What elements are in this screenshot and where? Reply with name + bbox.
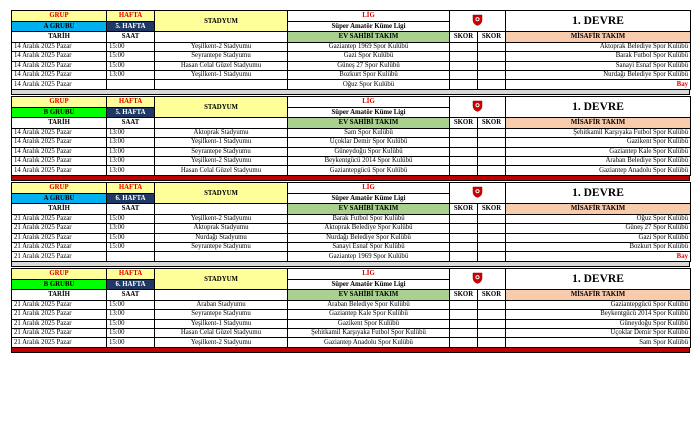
away-score bbox=[478, 300, 506, 309]
home-team: Gazi Spor Kulübü bbox=[288, 52, 450, 61]
away-score bbox=[478, 338, 506, 347]
match-stadium: Seyrantepe Stadyumu bbox=[155, 242, 288, 251]
home-team: Gaziantepgücü Spor Kulübü bbox=[288, 166, 450, 175]
match-date: 14 Aralık 2025 Pazar bbox=[12, 156, 107, 165]
away-score bbox=[478, 319, 506, 328]
skor-header-2: SKOR bbox=[478, 204, 506, 215]
match-row bbox=[12, 328, 691, 337]
match-stadium: Yeşilkent-2 Stadyumu bbox=[155, 42, 288, 51]
away-score bbox=[478, 52, 506, 61]
match-stadium: Hasan Celal Güzel Stadyumu bbox=[155, 166, 288, 175]
match-date: 14 Aralık 2025 Pazar bbox=[12, 42, 107, 51]
saat-header: SAAT bbox=[107, 290, 155, 301]
column-header-row bbox=[12, 290, 691, 301]
away-score bbox=[478, 70, 506, 79]
home-team: Sanayi Esnaf Spor Kulübü bbox=[288, 242, 450, 251]
stadyum-header: STADYUM bbox=[155, 97, 288, 118]
devre-title: 1. DEVRE bbox=[506, 269, 691, 290]
fixture-block bbox=[11, 182, 690, 267]
fixture-block bbox=[11, 268, 690, 353]
home-score bbox=[450, 42, 478, 51]
skor-header-1: SKOR bbox=[450, 32, 478, 43]
match-date: 21 Aralık 2025 Pazar bbox=[12, 319, 107, 328]
skor-header-2: SKOR bbox=[478, 118, 506, 129]
match-row bbox=[12, 319, 691, 328]
fixture-table bbox=[11, 10, 691, 90]
home-team: Beykentgücü 2014 Spor Kulübü bbox=[288, 156, 450, 165]
logo-cell bbox=[450, 269, 506, 290]
match-stadium: Yeşilkent-1 Stadyumu bbox=[155, 138, 288, 147]
ev-sahibi-header: EV SAHİBİ TAKIM bbox=[288, 204, 450, 215]
tarih-header: TARİH bbox=[12, 290, 107, 301]
away-team: Beykentgücü 2014 Spor Kulübü bbox=[506, 310, 691, 319]
league-name: Süper Amatör Küme Ligi bbox=[288, 21, 450, 32]
away-score bbox=[478, 214, 506, 223]
match-stadium: Yeşilkent-2 Stadyumu bbox=[155, 156, 288, 165]
misafir-header: MİSAFİR TAKIM bbox=[506, 290, 691, 301]
match-row bbox=[12, 128, 691, 137]
home-team: Araban Belediye Spor Kulübü bbox=[288, 300, 450, 309]
home-score bbox=[450, 300, 478, 309]
week-name: 5. HAFTA bbox=[107, 107, 155, 118]
home-team: Oğuz Spor Kulübü bbox=[288, 80, 450, 89]
home-team: Güneydoğu Spor Kulübü bbox=[288, 147, 450, 156]
away-score bbox=[478, 80, 506, 89]
match-row bbox=[12, 70, 691, 79]
match-stadium bbox=[155, 252, 288, 261]
match-time: 15:00 bbox=[107, 319, 155, 328]
away-team: Barak Futbol Spor Kulübü bbox=[506, 52, 691, 61]
match-row bbox=[12, 338, 691, 347]
match-stadium: Seyrantepe Stadyumu bbox=[155, 310, 288, 319]
stadium-blank-header bbox=[155, 204, 288, 215]
stadyum-header: STADYUM bbox=[155, 11, 288, 32]
home-team: Gaziantep Kale Spor Kulübü bbox=[288, 310, 450, 319]
week-name: 5. HAFTA bbox=[107, 21, 155, 32]
ev-sahibi-header: EV SAHİBİ TAKIM bbox=[288, 32, 450, 43]
home-team: Gaziantep 1969 Spor Kulübü bbox=[288, 42, 450, 51]
hafta-label: HAFTA bbox=[107, 183, 155, 194]
away-score bbox=[478, 138, 506, 147]
column-header-row bbox=[12, 118, 691, 129]
away-team: Güneş 27 Spor Kulübü bbox=[506, 224, 691, 233]
match-row bbox=[12, 214, 691, 223]
home-score bbox=[450, 233, 478, 242]
match-time: 13:00 bbox=[107, 156, 155, 165]
away-team: Oğuz Spor Kulübü bbox=[506, 214, 691, 223]
away-score bbox=[478, 233, 506, 242]
match-row bbox=[12, 252, 691, 261]
skor-header-1: SKOR bbox=[450, 290, 478, 301]
group-name: A GRUBU bbox=[12, 21, 107, 32]
separator-bar bbox=[11, 90, 690, 95]
home-score bbox=[450, 242, 478, 251]
stadyum-header: STADYUM bbox=[155, 269, 288, 290]
match-row bbox=[12, 300, 691, 309]
match-stadium: Yeşilkent-2 Stadyumu bbox=[155, 214, 288, 223]
ev-sahibi-header: EV SAHİBİ TAKIM bbox=[288, 290, 450, 301]
home-score bbox=[450, 338, 478, 347]
away-team: Şehitkamil Karşıyaka Futbol Spor Kulübü bbox=[506, 128, 691, 137]
match-time: 13:00 bbox=[107, 147, 155, 156]
match-date: 21 Aralık 2025 Pazar bbox=[12, 214, 107, 223]
match-stadium: Yeşilkent-1 Stadyumu bbox=[155, 319, 288, 328]
match-row bbox=[12, 310, 691, 319]
away-score bbox=[478, 166, 506, 175]
week-name: 6. HAFTA bbox=[107, 279, 155, 290]
grup-label: GRUP bbox=[12, 183, 107, 194]
grup-label: GRUP bbox=[12, 11, 107, 22]
lig-label: LİG bbox=[288, 269, 450, 280]
fixture-block bbox=[11, 96, 690, 181]
away-score bbox=[478, 61, 506, 70]
home-score bbox=[450, 52, 478, 61]
away-team: Sam Spor Kulübü bbox=[506, 338, 691, 347]
match-stadium: Aktoprak Stadyumu bbox=[155, 224, 288, 233]
header-row-1 bbox=[12, 269, 691, 280]
match-time: 15:00 bbox=[107, 233, 155, 242]
league-name: Süper Amatör Küme Ligi bbox=[288, 107, 450, 118]
match-time: 13:00 bbox=[107, 166, 155, 175]
hafta-label: HAFTA bbox=[107, 269, 155, 280]
grup-label: GRUP bbox=[12, 269, 107, 280]
tarih-header: TARİH bbox=[12, 32, 107, 43]
match-time bbox=[107, 80, 155, 89]
match-row bbox=[12, 52, 691, 61]
home-score bbox=[450, 70, 478, 79]
home-score bbox=[450, 147, 478, 156]
away-team: Gazikent Spor Kulübü bbox=[506, 138, 691, 147]
home-score bbox=[450, 156, 478, 165]
match-row bbox=[12, 156, 691, 165]
match-time: 13:00 bbox=[107, 224, 155, 233]
saat-header: SAAT bbox=[107, 204, 155, 215]
match-date: 14 Aralık 2025 Pazar bbox=[12, 128, 107, 137]
tarih-header: TARİH bbox=[12, 204, 107, 215]
match-date: 14 Aralık 2025 Pazar bbox=[12, 61, 107, 70]
match-row bbox=[12, 61, 691, 70]
match-stadium: Araban Stadyumu bbox=[155, 300, 288, 309]
home-score bbox=[450, 166, 478, 175]
match-date: 14 Aralık 2025 Pazar bbox=[12, 52, 107, 61]
devre-title: 1. DEVRE bbox=[506, 183, 691, 204]
match-time: 15:00 bbox=[107, 242, 155, 251]
match-row bbox=[12, 242, 691, 251]
match-date: 21 Aralık 2025 Pazar bbox=[12, 242, 107, 251]
match-date: 14 Aralık 2025 Pazar bbox=[12, 70, 107, 79]
away-team: Araban Belediye Spor Kulübü bbox=[506, 156, 691, 165]
match-stadium: Nurdağı Stadyumu bbox=[155, 233, 288, 242]
match-row bbox=[12, 224, 691, 233]
match-time: 15:00 bbox=[107, 300, 155, 309]
separator-bar bbox=[11, 262, 690, 267]
logo-cell bbox=[450, 11, 506, 32]
tarih-header: TARİH bbox=[12, 118, 107, 129]
misafir-header: MİSAFİR TAKIM bbox=[506, 204, 691, 215]
home-team: Gaziantep 1969 Spor Kulübü bbox=[288, 252, 450, 261]
match-time: 13:00 bbox=[107, 128, 155, 137]
match-row bbox=[12, 138, 691, 147]
away-score bbox=[478, 156, 506, 165]
hafta-label: HAFTA bbox=[107, 11, 155, 22]
skor-header-2: SKOR bbox=[478, 290, 506, 301]
away-team: Nurdağı Belediye Spor Kulübü bbox=[506, 70, 691, 79]
logo-cell bbox=[450, 183, 506, 204]
match-time: 15:00 bbox=[107, 338, 155, 347]
match-date: 21 Aralık 2025 Pazar bbox=[12, 310, 107, 319]
match-time: 15:00 bbox=[107, 328, 155, 337]
hafta-label: HAFTA bbox=[107, 97, 155, 108]
match-date: 21 Aralık 2025 Pazar bbox=[12, 328, 107, 337]
match-stadium: Hasan Celal Güzel Stadyumu bbox=[155, 61, 288, 70]
week-name: 6. HAFTA bbox=[107, 193, 155, 204]
misafir-header: MİSAFİR TAKIM bbox=[506, 118, 691, 129]
home-team: Güneş 27 Spor Kulübü bbox=[288, 61, 450, 70]
match-date: 21 Aralık 2025 Pazar bbox=[12, 233, 107, 242]
away-team: Güneydoğu Spor Kulübü bbox=[506, 319, 691, 328]
match-time: 15:00 bbox=[107, 52, 155, 61]
league-name: Süper Amatör Küme Ligi bbox=[288, 193, 450, 204]
away-score bbox=[478, 328, 506, 337]
lig-label: LİG bbox=[288, 97, 450, 108]
saat-header: SAAT bbox=[107, 118, 155, 129]
match-stadium: Seyrantepe Stadyumu bbox=[155, 147, 288, 156]
match-time: 13:00 bbox=[107, 310, 155, 319]
home-score bbox=[450, 61, 478, 70]
home-score bbox=[450, 138, 478, 147]
match-stadium: Yeşilkent-1 Stadyumu bbox=[155, 70, 288, 79]
federation-logo-icon bbox=[472, 186, 483, 198]
misafir-header: MİSAFİR TAKIM bbox=[506, 32, 691, 43]
home-score bbox=[450, 80, 478, 89]
skor-header-1: SKOR bbox=[450, 118, 478, 129]
home-team: Sam Spor Kulübü bbox=[288, 128, 450, 137]
match-time: 15:00 bbox=[107, 214, 155, 223]
ev-sahibi-header: EV SAHİBİ TAKIM bbox=[288, 118, 450, 129]
match-time bbox=[107, 252, 155, 261]
separator-bar bbox=[11, 348, 690, 353]
header-row-1 bbox=[12, 97, 691, 108]
home-score bbox=[450, 328, 478, 337]
column-header-row bbox=[12, 32, 691, 43]
match-stadium: Hasan Celal Güzel Stadyumu bbox=[155, 328, 288, 337]
home-team: Barak Futbol Spor Kulübü bbox=[288, 214, 450, 223]
match-time: 13:00 bbox=[107, 138, 155, 147]
match-date: 21 Aralık 2025 Pazar bbox=[12, 300, 107, 309]
away-team: Gaziantepgücü Spor Kulübü bbox=[506, 300, 691, 309]
match-time: 13:00 bbox=[107, 70, 155, 79]
away-team: Sanayi Esnaf Spor Kulübü bbox=[506, 61, 691, 70]
federation-logo-icon bbox=[472, 272, 483, 284]
home-score bbox=[450, 214, 478, 223]
lig-label: LİG bbox=[288, 11, 450, 22]
saat-header: SAAT bbox=[107, 32, 155, 43]
match-date: 14 Aralık 2025 Pazar bbox=[12, 138, 107, 147]
match-stadium: Aktoprak Stadyumu bbox=[155, 128, 288, 137]
match-row bbox=[12, 166, 691, 175]
away-score bbox=[478, 147, 506, 156]
home-score bbox=[450, 128, 478, 137]
match-date: 14 Aralık 2025 Pazar bbox=[12, 166, 107, 175]
match-date: 21 Aralık 2025 Pazar bbox=[12, 224, 107, 233]
grup-label: GRUP bbox=[12, 97, 107, 108]
away-team: Bozkurt Spor Kulübü bbox=[506, 242, 691, 251]
away-score bbox=[478, 128, 506, 137]
devre-title: 1. DEVRE bbox=[506, 97, 691, 118]
fixture-table bbox=[11, 96, 691, 176]
match-stadium: Yeşilkent-2 Stadyumu bbox=[155, 338, 288, 347]
home-team: Üçoklar Demir Spor Kulübü bbox=[288, 138, 450, 147]
away-score bbox=[478, 42, 506, 51]
match-time: 15:00 bbox=[107, 42, 155, 51]
stadium-blank-header bbox=[155, 290, 288, 301]
away-score bbox=[478, 252, 506, 261]
away-team: Bay bbox=[506, 252, 691, 261]
fixture-block bbox=[11, 10, 690, 95]
home-score bbox=[450, 252, 478, 261]
away-score bbox=[478, 242, 506, 251]
fixture-table bbox=[11, 182, 691, 262]
league-name: Süper Amatör Küme Ligi bbox=[288, 279, 450, 290]
match-stadium bbox=[155, 80, 288, 89]
separator-bar bbox=[11, 176, 690, 181]
away-team: Aktoprak Belediye Spor Kulübü bbox=[506, 42, 691, 51]
away-team: Bay bbox=[506, 80, 691, 89]
match-stadium: Seyrantepe Stadyumu bbox=[155, 52, 288, 61]
logo-cell bbox=[450, 97, 506, 118]
home-team: Nurdağı Belediye Spor Kulübü bbox=[288, 233, 450, 242]
away-team: Gazi Spor Kulübü bbox=[506, 233, 691, 242]
skor-header-1: SKOR bbox=[450, 204, 478, 215]
stadium-blank-header bbox=[155, 32, 288, 43]
column-header-row bbox=[12, 204, 691, 215]
home-score bbox=[450, 224, 478, 233]
stadyum-header: STADYUM bbox=[155, 183, 288, 204]
devre-title: 1. DEVRE bbox=[506, 11, 691, 32]
away-team: Gaziantep Anadolu Spor Kulübü bbox=[506, 166, 691, 175]
stadium-blank-header bbox=[155, 118, 288, 129]
away-team: Üçoklar Demir Spor Kulübü bbox=[506, 328, 691, 337]
header-row-1 bbox=[12, 11, 691, 22]
match-date: 14 Aralık 2025 Pazar bbox=[12, 80, 107, 89]
federation-logo-icon bbox=[472, 14, 483, 26]
home-team: Gazikent Spor Kulübü bbox=[288, 319, 450, 328]
home-team: Aktoprak Belediye Spor Kulübü bbox=[288, 224, 450, 233]
home-team: Gaziantep Anadolu Spor Kulübü bbox=[288, 338, 450, 347]
match-row bbox=[12, 80, 691, 89]
group-name: B GRUBU bbox=[12, 279, 107, 290]
match-date: 14 Aralık 2025 Pazar bbox=[12, 147, 107, 156]
home-team: Şehitkamil Karşıyaka Futbol Spor Kulübü bbox=[288, 328, 450, 337]
away-score bbox=[478, 224, 506, 233]
away-score bbox=[478, 310, 506, 319]
federation-logo-icon bbox=[472, 100, 483, 112]
away-team: Gaziantep Kale Spor Kulübü bbox=[506, 147, 691, 156]
match-row bbox=[12, 42, 691, 51]
lig-label: LİG bbox=[288, 183, 450, 194]
fixture-table bbox=[11, 268, 691, 348]
match-time: 15:00 bbox=[107, 61, 155, 70]
match-row bbox=[12, 233, 691, 242]
home-team: Bozkurt Spor Kulübü bbox=[288, 70, 450, 79]
match-date: 21 Aralık 2025 Pazar bbox=[12, 252, 107, 261]
match-date: 21 Aralık 2025 Pazar bbox=[12, 338, 107, 347]
group-name: A GRUBU bbox=[12, 193, 107, 204]
match-row bbox=[12, 147, 691, 156]
group-name: B GRUBU bbox=[12, 107, 107, 118]
home-score bbox=[450, 319, 478, 328]
header-row-1 bbox=[12, 183, 691, 194]
skor-header-2: SKOR bbox=[478, 32, 506, 43]
home-score bbox=[450, 310, 478, 319]
